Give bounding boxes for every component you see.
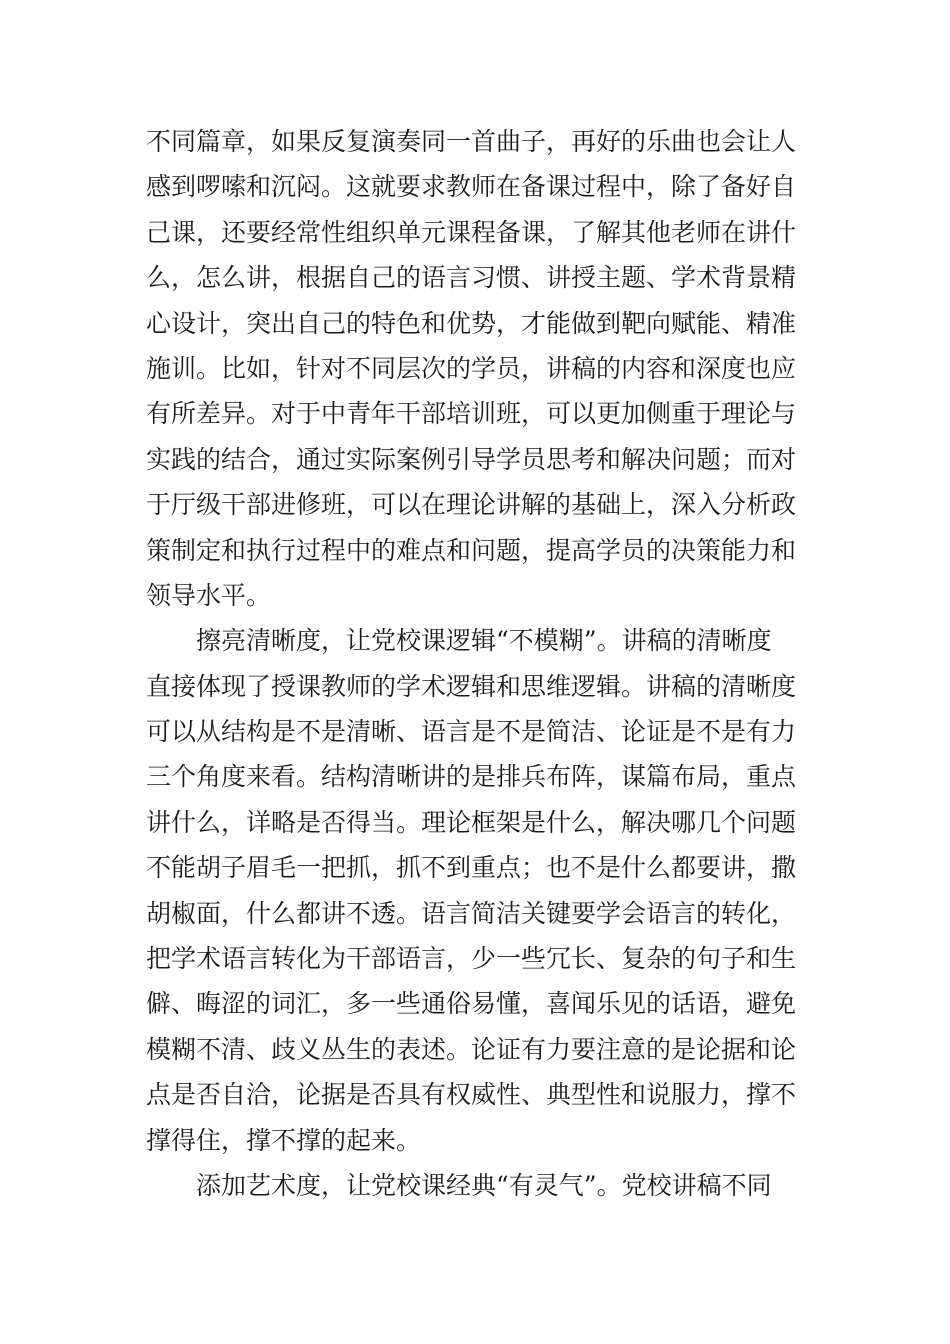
text-line: 胡椒面，什么都讲不透。语言简洁关键要学会语言的转化， xyxy=(146,898,797,928)
text-line: 僻、晦涩的词汇，多一些通俗易懂，喜闻乐见的话语，避免 xyxy=(146,989,797,1019)
text-line: 策制定和执行过程中的难点和问题，提高学员的决策能力和 xyxy=(146,535,797,565)
text-line: 模糊不清、歧义丛生的表述。论证有力要注意的是论据和论 xyxy=(146,1034,797,1064)
paragraph-start-line: 擦亮清晰度，让党校课逻辑“不模糊”。讲稿的清晰度 xyxy=(196,626,772,656)
text-line: 领导水平。 xyxy=(146,580,272,610)
text-line: 撑得住，撑不撑的起来。 xyxy=(146,1125,422,1155)
text-line: 有所差异。对于中青年干部培训班，可以更加侧重于理论与 xyxy=(146,399,797,429)
text-line: 施训。比如，针对不同层次的学员，讲稿的内容和深度也应 xyxy=(146,353,797,383)
paragraph-start-line: 添加艺术度，让党校课经典“有灵气”。党校讲稿不同 xyxy=(196,1170,772,1200)
body-text xyxy=(146,119,808,1208)
text-line: 可以从结构是不是清晰、语言是不是简洁、论证是不是有力 xyxy=(146,717,797,747)
text-line: 心设计，突出自己的特色和优势，才能做到靶向赋能、精准 xyxy=(146,308,797,338)
text-line: 不能胡子眉毛一把抓，抓不到重点；也不是什么都要讲，撒 xyxy=(146,853,797,883)
text-line: 不同篇章，如果反复演奏同一首曲子，再好的乐曲也会让人 xyxy=(146,127,797,156)
text-line: 己课，还要经常性组织单元课程备课，了解其他老师在讲什 xyxy=(146,217,797,247)
text-line: 于厅级干部进修班，可以在理论讲解的基础上，深入分析政 xyxy=(146,490,797,520)
text-line: 点是否自洽，论据是否具有权威性、典型性和说服力，撑不 xyxy=(146,1080,797,1110)
text-line: 把学术语言转化为干部语言，少一些冗长、复杂的句子和生 xyxy=(146,944,797,974)
text-line: 三个角度来看。结构清晰讲的是排兵布阵，谋篇布局，重点 xyxy=(146,762,797,792)
text-line: 感到啰嗦和沉闷。这就要求教师在备课过程中，除了备好自 xyxy=(146,172,797,202)
text-line: 实践的结合，通过实际案例引导学员思考和解决问题；而对 xyxy=(146,444,797,474)
text-line: 么，怎么讲，根据自己的语言习惯、讲授主题、学术背景精 xyxy=(146,263,797,293)
text-line: 讲什么，详略是否得当。理论框架是什么，解决哪几个问题 xyxy=(146,807,797,837)
text-line: 直接体现了授课教师的学术逻辑和思维逻辑。讲稿的清晰度 xyxy=(146,671,797,701)
